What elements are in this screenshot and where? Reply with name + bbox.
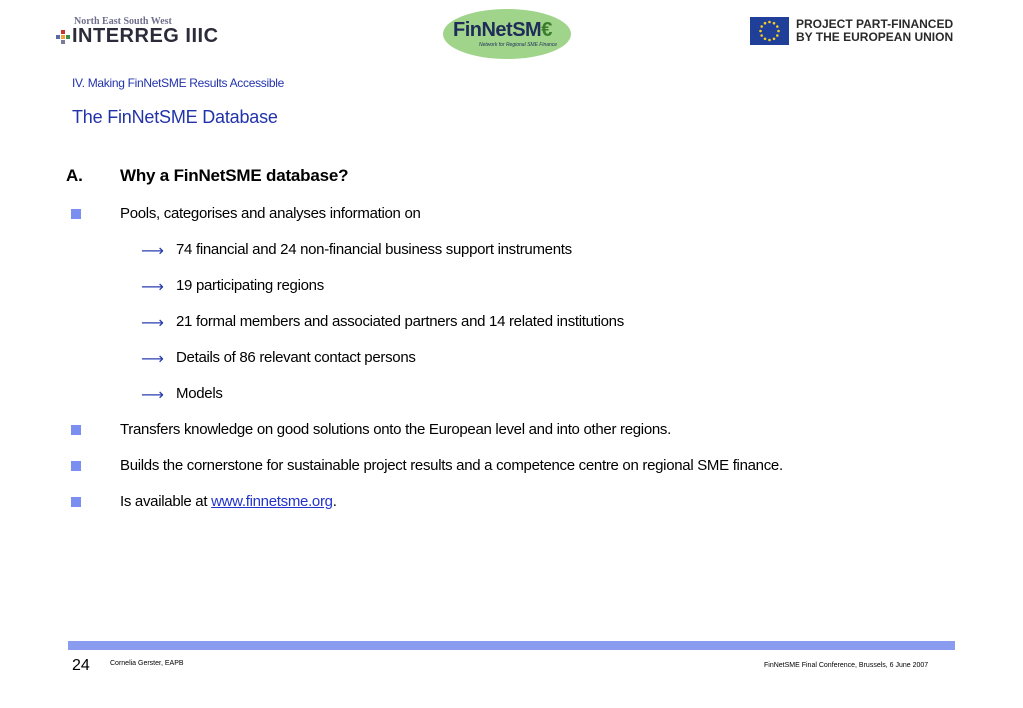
bullet-4-suffix: . — [332, 493, 337, 510]
bullet-item-1: Pools, categorises and analyses information on — [120, 205, 421, 222]
eu-funding-line1: PROJECT PART-FINANCED — [796, 17, 954, 31]
slide-title: The FinNetSME Database — [72, 107, 278, 127]
bullet-square-icon — [71, 461, 81, 471]
finnetsme-tagline: Network for Regional SME Finance — [479, 42, 558, 48]
interreg-logo — [56, 16, 219, 50]
sub-item-3: 21 formal members and associated partners and 14 related institutions — [176, 313, 624, 330]
sub-item-4: Details of 86 relevant contact persons — [176, 349, 416, 366]
bullet-4-prefix: Is available at — [120, 493, 212, 510]
interreg-top-text: North East South West — [74, 16, 172, 27]
arrow-right-icon: ⟶ — [141, 313, 164, 332]
sub-item-2: 19 participating regions — [176, 277, 324, 294]
bullet-item-2: Transfers knowledge on good solutions onto the European level and into other regions. — [120, 421, 671, 438]
bullet-square-icon — [71, 209, 81, 219]
heading-marker: A. — [66, 166, 83, 185]
footer-author: Cornelia Gerster, EAPB — [110, 660, 184, 667]
finnetsme-website-link[interactable]: www.finnetsme.org — [211, 493, 333, 510]
bullet-square-icon — [71, 497, 81, 507]
euro-icon: € — [541, 19, 552, 41]
finnetsme-wordmark: FinNetSM€ — [453, 19, 552, 41]
interreg-mark-icon — [56, 30, 70, 44]
bullet-item-3: Builds the cornerstone for sustainable project results and a competence centre on regional SME finance. — [120, 457, 783, 474]
arrow-right-icon: ⟶ — [141, 277, 164, 296]
footer-bar — [68, 641, 955, 650]
bullet-item-4 — [120, 493, 337, 510]
content-heading: Why a FinNetSME database? — [120, 166, 349, 185]
arrow-right-icon: ⟶ — [141, 241, 164, 260]
section-label: IV. Making FinNetSME Results Accessible — [72, 76, 284, 90]
bullet-square-icon — [71, 425, 81, 435]
eu-funding-text — [796, 18, 953, 44]
eu-flag-icon — [750, 17, 789, 45]
page-number: 24 — [72, 657, 90, 674]
sub-item-1: 74 financial and 24 non-financial business support instruments — [176, 241, 572, 258]
footer-event: FinNetSME Final Conference, Brussels, 6 June 2007 — [764, 662, 929, 669]
eu-funding-line2: BY THE EUROPEAN UNION — [796, 30, 954, 44]
interreg-wordmark: INTERREG IIIC — [72, 25, 219, 47]
eu-funding-logo — [750, 17, 955, 47]
arrow-right-icon: ⟶ — [141, 385, 164, 404]
finnetsme-logo — [443, 9, 571, 59]
sub-item-5: Models — [176, 385, 223, 402]
arrow-right-icon: ⟶ — [141, 349, 164, 368]
